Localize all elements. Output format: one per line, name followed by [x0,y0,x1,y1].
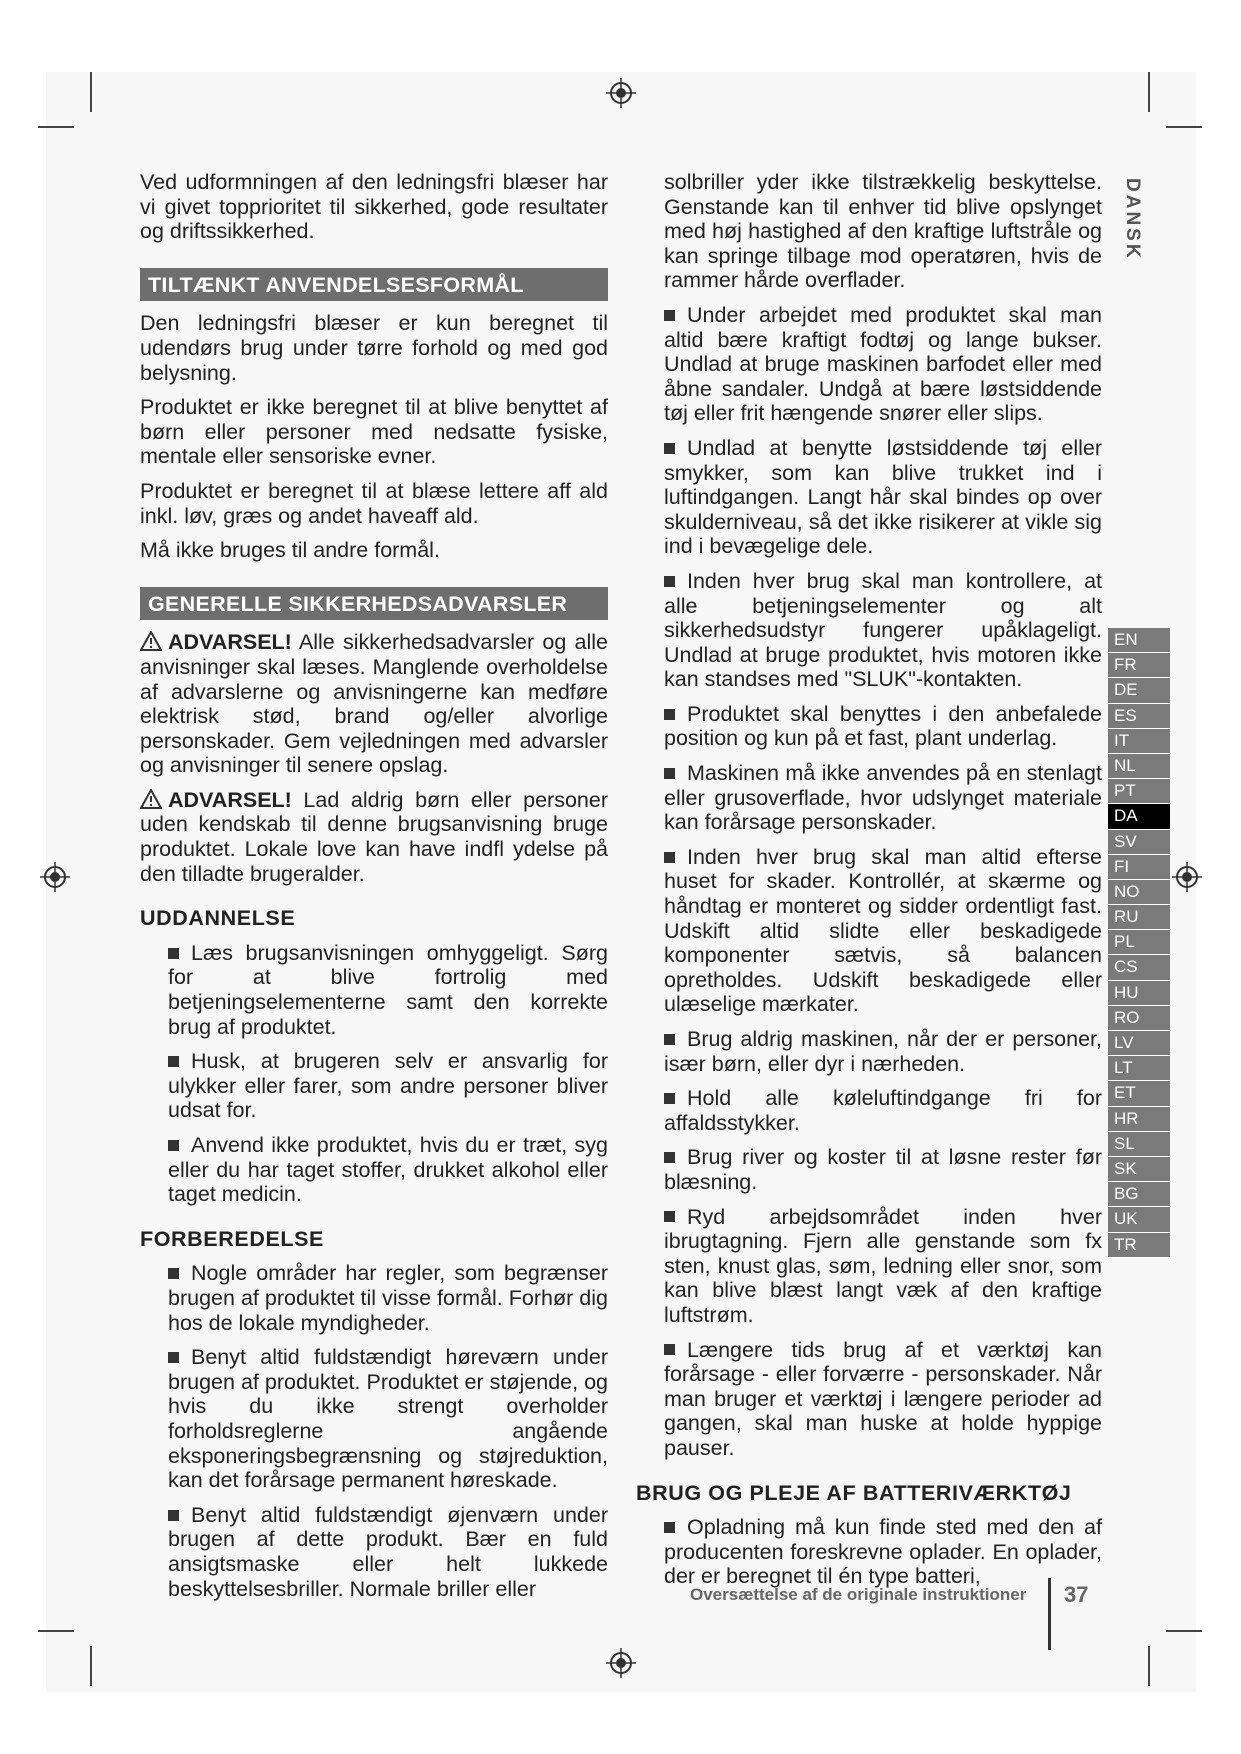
bullet-square-icon [168,1352,179,1363]
bullet-text: Produktet skal benyttes i den anbefalede position og kun på et fast, plant underlag. [664,701,1102,751]
warning-text: Alle sikkerhedsadvarsler og alle anvisninger skal læses. Manglende overholdelse af advarslerne og anvisningerne kan medføre elektrisk stød, brand og/eller alvorlige personskader. Gem vejledningen med advarsler og anvisninger til senere opslag. [140,630,608,778]
bullet-square-icon [664,768,675,779]
crop-mark [90,72,92,112]
registration-mark-icon [40,862,70,892]
bullet-text: Husk, at brugeren selv er ansvarlig for ulykker eller farer, som andre personer bliver udsat for. [168,1049,608,1123]
crop-mark [1148,1646,1150,1686]
bullet-square-icon [664,1034,675,1045]
bullet-item [664,1338,1102,1461]
registration-mark-icon [606,1648,636,1678]
language-tab-tr: TR [1108,1233,1170,1258]
bullet-text: Inden hver brug skal man altid efterse huset for skader. Kontrollér, at skærme og håndtag er monteret og sidder ordentligt fast. Udskift altid slidte eller beskadigede komponenter sætvis, så balancen opretholdes. Udskift beskadigede eller ulæselige mærkater. [664,844,1102,1017]
bullet-item [664,569,1102,692]
bullet-text: Hold alle køleluftindgange fri for affaldsstykker. [664,1086,1102,1135]
left-column [140,170,608,1611]
intro-paragraph: Ved udformningen af den ledningsfri blæser har vi givet topprioritet til sikkerhed, gode resultater og driftssikkerhed. [140,170,608,244]
bullet-item [168,1133,608,1207]
footer-text: Oversættelse af de originale instruktioner [690,1585,1027,1604]
bullet-item [664,761,1102,835]
language-tab-sl: SL [1108,1132,1170,1157]
language-tab-es: ES [1108,704,1170,729]
language-tab-et: ET [1108,1081,1170,1106]
bullet-square-icon [664,709,675,720]
language-tab-sk: SK [1108,1157,1170,1182]
warning-paragraph [140,788,608,886]
bullet-text: Under arbejdet med produktet skal man altid bære kraftigt fodtøj og lange bukser. Undlad at bruge maskinen barfodet eller med åbne sandaler. Undgå at bære løstsiddende tøj eller frit hængende snører eller slips. [664,302,1102,426]
bullet-square-icon [664,1344,675,1355]
crop-mark [38,126,74,128]
crop-mark [38,1630,74,1632]
language-side-label: DANSK [1122,178,1143,261]
bullet-item [664,1145,1102,1194]
language-tab-hu: HU [1108,981,1170,1006]
warning-text: Lad aldrig børn eller personer uden kendskab til denne brugsanvisning bruge produktet. Lokale love kan have indfl ydelse på den tilladte brugeralder. [140,787,608,886]
bullet-square-icon [168,1140,179,1151]
bullet-text: Undlad at benytte løstsiddende tøj eller smykker, som kan blive trukket ind i luftindgangen. Langt hår skal bindes op over skulderniveau, så det ikke risikerer at vikle sig ind i bevægelige dele. [664,435,1102,559]
bullet-square-icon [168,1268,179,1279]
bullet-item [664,702,1102,751]
bullet-text: Ryd arbejdsområdet inden hver ibrugtagning. Fjern alle genstande som fx sten, knust glas, søm, ledning eller snor, som kan blive blæst langt væk af den kraftige luftstrøm. [664,1204,1102,1327]
bullet-item [664,1205,1102,1328]
registration-mark-icon [606,78,636,108]
language-tab-uk: UK [1108,1207,1170,1232]
bullet-square-icon [664,576,675,587]
section-title-intended-use: TILTÆNKT ANVENDELSESFORMÅL [140,268,608,302]
bullet-square-icon [664,1522,675,1533]
language-tab-sv: SV [1108,830,1170,855]
bullet-square-icon [168,948,179,959]
bullet-text: Benyt altid fuldstændigt øjenværn under brugen af dette produkt. Bær en fuld ansigtsmaske eller helt lukkede beskyttelsesbriller. Normale briller eller [168,1502,608,1601]
bullet-square-icon [664,852,675,863]
language-tab-ro: RO [1108,1006,1170,1031]
bullet-item [664,1027,1102,1076]
bullet-text: Læs brugsanvisningen omhyggeligt. Sørg for at blive fortrolig med betjeningselementerne samt den korrekte brug af produktet. [168,940,608,1039]
bullet-square-icon [664,1152,675,1163]
language-tab-da: DA [1108,804,1170,829]
language-tab-fr: FR [1108,653,1170,678]
bullet-text: Anvend ikke produktet, hvis du er træt, syg eller du har taget stoffer, drukket alkohol eller taget medicin. [168,1133,608,1207]
language-tab-no: NO [1108,880,1170,905]
bullet-square-icon [664,310,675,321]
bullet-square-icon [168,1510,179,1521]
right-column [636,170,1102,1599]
warning-label: ADVARSEL! [168,630,292,655]
language-tab-hr: HR [1108,1107,1170,1132]
bullet-text: Inden hver brug skal man kontrollere, at alle betjeningselementer og alt sikkerhedsudstyr fungerer upåklageligt. Undlad at bruge produktet, hvis motoren ikke kan standses med "SLUK"-kontakten. [664,568,1102,692]
language-tab-en: EN [1108,628,1170,653]
paragraph: Den ledningsfri blæser er kun beregnet til udendørs brug under tørre forhold og med god belysning. [140,311,608,385]
bullet-text: Nogle områder har regler, som begrænser brugen af produktet til visse formål. Forhør dig hos de lokale myndigheder. [168,1261,608,1335]
paragraph: Produktet er beregnet til at blæse lettere aff ald inkl. løv, græs og andet haveaff ald. [140,478,608,528]
footer-divider [1048,1578,1051,1650]
registration-mark-icon [1172,862,1202,892]
warning-triangle-icon [140,789,162,809]
bullet-text: Længere tids brug af et værktøj kan forårsage - eller forværre - personskader. Når man bruger et værktøj i længere perioder ad gangen, skal man huske at holde hyppige pauser. [664,1337,1102,1460]
crop-mark [90,1646,92,1686]
crop-mark [1148,72,1150,112]
page-number: 37 [1064,1582,1089,1607]
bullet-square-icon [168,1056,179,1067]
language-tab-fi: FI [1108,855,1170,880]
section-title-preparation: FORBEREDELSE [140,1226,324,1251]
section-title-general-safety: GENERELLE SIKKERHEDSADVARSLER [140,587,608,621]
bullet-square-icon [664,1093,675,1104]
bullet-item [168,1049,608,1123]
crop-mark [1166,1630,1202,1632]
language-tab-it: IT [1108,729,1170,754]
language-tab-lt: LT [1108,1056,1170,1081]
bullet-item [168,941,608,1039]
bullet-item [664,1086,1102,1135]
warning-label: ADVARSEL! [168,787,292,812]
section-title-training: UDDANNELSE [140,906,296,931]
language-tab-nl: NL [1108,754,1170,779]
bullet-item [664,436,1102,559]
bullet-text: Brug aldrig maskinen, når der er personer, især børn, eller dyr i nærheden. [664,1027,1102,1076]
bullet-item [664,845,1102,1017]
language-tab-ru: RU [1108,905,1170,930]
warning-triangle-icon [140,631,162,651]
bullet-item [168,1503,608,1601]
paragraph: solbriller yder ikke tilstrækkelig beskyttelse. Genstande kan til enhver tid blive opslynget med høj hastighed af den kraftige luftstråle og kan springe tilbage mod operatøren, hvis de rammer hårde overflader. [664,170,1102,293]
bullet-item [168,1345,608,1493]
bullet-text: Maskinen må ikke anvendes på en stenlagt eller grusoverflade, hvor udslynget materiale kan forårsage personskader. [664,761,1102,835]
paragraph: Må ikke bruges til andre formål. [140,538,440,563]
warning-paragraph [140,630,608,778]
bullet-text: Brug river og koster til at løsne rester før blæsning. [664,1145,1102,1194]
bullet-square-icon [664,1211,675,1222]
paragraph: Produktet er ikke beregnet til at blive benyttet af børn eller personer med nedsatte fysiske, mentale eller sensoriske evner. [140,395,608,469]
section-title-battery-tools: BRUG OG PLEJE AF BATTERIVÆRKTØJ [636,1480,1072,1505]
bullet-square-icon [664,443,675,454]
crop-mark [1166,126,1202,128]
bullet-text: Benyt altid fuldstændigt høreværn under brugen af produktet. Produktet er støjende, og hvis du ikke strengt overholder forholdsreglerne angående eksponeringsbegrænsning og støjreduktion, kan det forårsage permanent høreskade. [168,1345,608,1493]
language-tab-cs: CS [1108,955,1170,980]
language-tabs [1108,628,1170,1258]
language-tab-pt: PT [1108,779,1170,804]
bullet-item [664,1515,1102,1589]
language-tab-bg: BG [1108,1182,1170,1207]
bullet-text: Opladning må kun finde sted med den af producenten foreskrevne oplader. En oplader, der er beregnet til én type batteri, [664,1515,1102,1589]
language-tab-lv: LV [1108,1031,1170,1056]
bullet-item [168,1261,608,1335]
language-tab-pl: PL [1108,930,1170,955]
bullet-item [664,303,1102,426]
language-tab-de: DE [1108,678,1170,703]
